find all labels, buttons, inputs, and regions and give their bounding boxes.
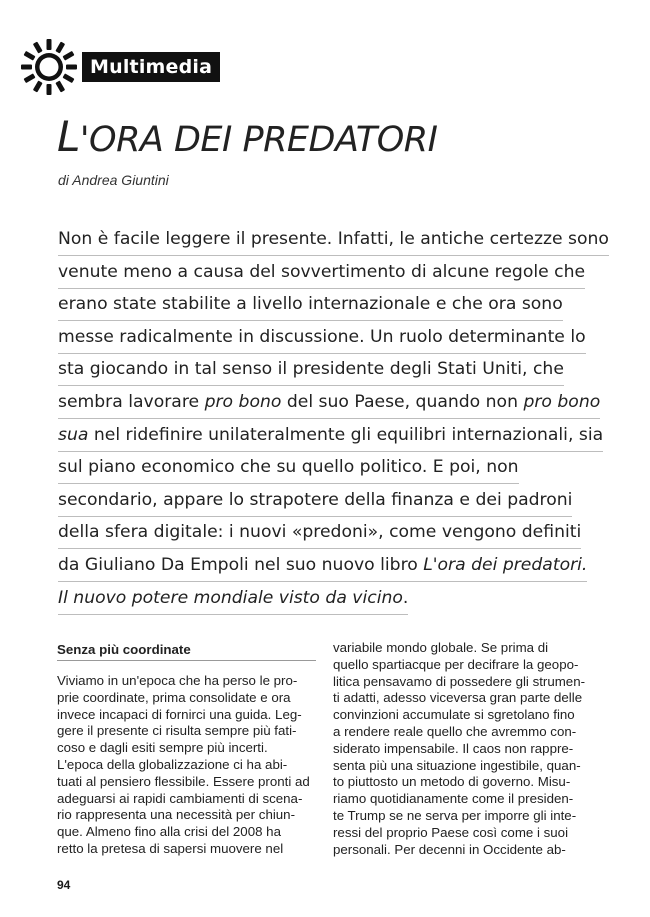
body-text-line: gere il presente ci risulta sempre più fati- xyxy=(57,723,297,739)
body-text-line: a rendere reale quello che avremmo con- xyxy=(333,723,577,739)
lead-line: erano state stabilite a livello internazionale e che ora sono xyxy=(58,289,563,321)
body-text-line: quello spartiacque per decifrare la geopo- xyxy=(333,656,579,672)
lead-line: sta giocando in tal senso il presidente degli Stati Uniti, che xyxy=(58,354,564,386)
body-text-line: senta più una situazione ingestibile, quan- xyxy=(333,757,581,773)
body-text-line: coso e dagli esiti sempre più incerti. xyxy=(57,740,268,756)
body-text-line: convinzioni accumulate si sgretolano fino xyxy=(333,707,575,723)
page-number: 94 xyxy=(57,878,71,892)
body-text-line: litica pensavamo di possedere gli strumen- xyxy=(333,673,586,689)
body-text-line: adeguarsi ai rapidi cambiamenti di scena- xyxy=(57,790,303,806)
body-text-line: siderato impensabile. Il caos non rappre- xyxy=(333,740,574,756)
body-text-line: rio rappresenta una necessità per chiun- xyxy=(57,807,296,823)
lead-line: sembra lavorare pro bono del suo Paese, quando non pro bono xyxy=(58,387,600,419)
body-text-line: retto la pretesa di sapersi muovere nel xyxy=(57,840,284,856)
body-text-line: to piuttosto un metodo di governo. Misu- xyxy=(333,774,571,790)
body-text-line: tuati al pensiero flessibile. Essere pronti ad xyxy=(57,773,310,789)
body-text-line: prie coordinate, prima consolidate e ora xyxy=(57,689,291,705)
lead-line: sua nel ridefinire unilateralmente gli equilibri internazionali, sia xyxy=(58,420,603,452)
body-text-line: L'epoca della globalizzazione ci ha abi- xyxy=(57,756,288,772)
lead-line: Non è facile leggere il presente. Infatti, le antiche certezze sono xyxy=(58,224,609,256)
body-column-right xyxy=(333,640,592,858)
section-label: Multimedia xyxy=(82,52,220,82)
lead-line: venute meno a causa del sovvertimento di alcune regole che xyxy=(58,257,585,289)
body-text-line: te Trump se ne serva per imporre gli inte- xyxy=(333,807,577,823)
body-text-line: invece incapaci di fornirci una guida. Leg- xyxy=(57,706,302,722)
lead-line: da Giuliano Da Empoli nel suo nuovo libro L'ora dei predatori. xyxy=(58,550,587,582)
lead-paragraph xyxy=(58,224,618,615)
lead-line: Il nuovo potere mondiale visto da vicino. xyxy=(58,583,408,615)
body-column-left xyxy=(57,640,316,858)
lead-line: secondario, appare lo strapotere della finanza e dei padroni xyxy=(58,485,572,517)
section-subhead: Senza più coordinate xyxy=(57,640,316,661)
body-text-line: que. Almeno fino alla crisi del 2008 ha xyxy=(57,824,281,840)
body-text-line: ti adatti, adesso viceversa gran parte delle xyxy=(333,690,583,706)
lead-line: sul piano economico che su quello politico. E poi, non xyxy=(58,452,519,484)
body-text-line: riamo quotidianamente come il presiden- xyxy=(333,791,574,807)
body-text-line: Viviamo in un'epoca che ha perso le pro- xyxy=(57,673,298,688)
lead-line: della sfera digitale: i nuovi «predoni», come vengono definiti xyxy=(58,517,581,549)
body-text-line: ressi del proprio Paese così come i suoi xyxy=(333,824,569,840)
article-title: L'ORA DEI PREDATORI xyxy=(57,112,438,161)
body-text-line: personali. Per decenni in Occidente ab- xyxy=(333,841,566,857)
sun-icon xyxy=(20,38,78,96)
article-author: di Andrea Giuntini xyxy=(58,172,169,188)
lead-line: messe radicalmente in discussione. Un ruolo determinante lo xyxy=(58,322,586,354)
body-text-line: variabile mondo globale. Se prima di xyxy=(333,640,549,655)
